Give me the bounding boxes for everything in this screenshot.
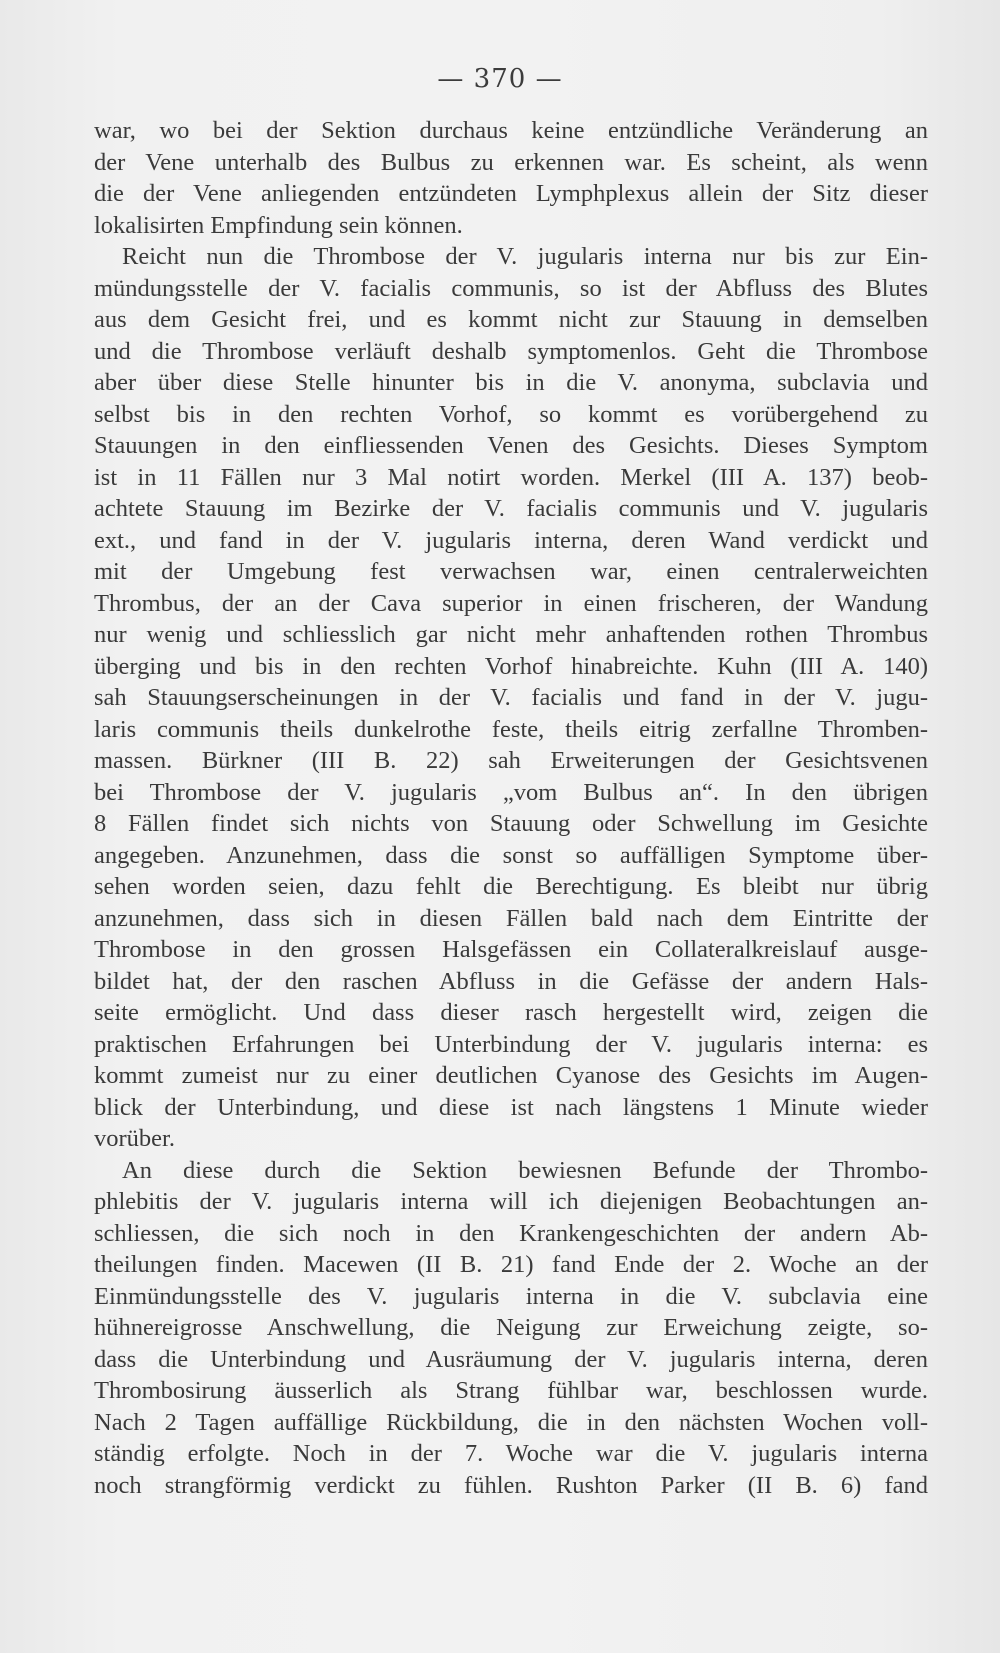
text-line: war, wo bei der Sektion durchaus keine entzündliche Veränderung an [94,117,928,144]
text-line: überging und bis in den rechten Vorhof hinabreichte. Kuhn (III A. 140) [94,652,928,680]
page-number: — 370 — [437,64,563,94]
body-text [94,115,928,1501]
text-line: Einmündungsstelle des V. jugularis interna in die V. subclavia eine [94,1282,928,1310]
text-line: Nach 2 Tagen auffällige Rückbildung, die in den nächsten Wochen voll- [94,1408,928,1436]
text-line: ist in 11 Fällen nur 3 Mal notirt worden. Merkel (III A. 137) beob- [94,463,928,491]
text-line: ständig erfolgte. Noch in der 7. Woche war die V. jugularis interna [94,1440,928,1467]
text-line: Thrombus, der an der Cava superior in einen frischeren, der Wandung [94,589,928,617]
text-line: anzunehmen, dass sich in diesen Fällen bald nach dem Eintritte der [94,904,928,932]
text-line: laris communis theils dunkelrothe feste, theils eitrig zerfallne Thromben- [94,715,928,743]
text-line: ext., und fand in der V. jugularis interna, deren Wand verdickt und [94,526,928,554]
text-line: phlebitis der V. jugularis interna will ich diejenigen Beobachtungen an- [94,1188,928,1215]
text-line: mündungsstelle der V. facialis communis, so ist der Abfluss des Blutes [94,274,928,302]
text-line: aus dem Gesicht frei, und es kommt nicht zur Stauung in demselben [94,306,928,333]
text-line: hühnereigrosse Anschwellung, die Neigung zur Erweichung zeigte, so- [94,1314,928,1341]
text-line: aber über diese Stelle hinunter bis in die V. anonyma, subclavia und [94,369,928,396]
text-line: schliessen, die sich noch in den Krankengeschichten der andern Ab- [94,1219,928,1247]
text-line: Stauungen in den einfliessenden Venen des Gesichts. Dieses Symptom [94,432,928,459]
text-line: Thrombose in den grossen Halsgefässen ein Collateralkreislauf ausge- [94,936,928,963]
text-line: An diese durch die Sektion bewiesnen Befunde der Thrombo- [122,1156,928,1184]
text-line: praktischen Erfahrungen bei Unterbindung der V. jugularis interna: es [94,1030,928,1058]
text-line: angegeben. Anzunehmen, dass die sonst so auffälligen Symptome über- [94,841,928,869]
text-line: der Vene unterhalb des Bulbus zu erkennen war. Es scheint, als wenn [94,148,928,176]
text-line: noch strangförmig verdickt zu fühlen. Rushton Parker (II B. 6) fand [94,1471,928,1499]
text-line: nur wenig und schliesslich gar nicht mehr anhaftenden rothen Thrombus [94,621,928,648]
text-line: massen. Bürkner (III B. 22) sah Erweiterungen der Gesichtsvenen [94,747,928,774]
text-line: selbst bis in den rechten Vorhof, so kommt es vorübergehend zu [94,400,928,428]
text-line: Reicht nun die Thrombose der V. jugularis interna nur bis zur Ein- [122,243,928,270]
text-line: die der Vene anliegenden entzündeten Lymphplexus allein der Sitz dieser [94,180,928,207]
text-line: kommt zumeist nur zu einer deutlichen Cyanose des Gesichts im Augen- [94,1062,928,1089]
text-line: 8 Fällen findet sich nichts von Stauung oder Schwellung im Gesichte [94,810,928,837]
text-line: blick der Unterbindung, und diese ist nach längstens 1 Minute wieder [94,1093,928,1121]
text-line: theilungen finden. Macewen (II B. 21) fand Ende der 2. Woche an der [94,1251,928,1278]
text-line: lokalisirten Empfindung sein können. [94,211,463,239]
text-line: sehen worden seien, dazu fehlt die Berechtigung. Es bleibt nur übrig [94,873,928,900]
text-line: und die Thrombose verläuft deshalb symptomenlos. Geht die Thrombose [94,337,928,365]
text-line: dass die Unterbindung und Ausräumung der V. jugularis interna, deren [94,1345,928,1373]
text-line: bei Thrombose der V. jugularis „vom Bulbus an“. In den übrigen [94,778,928,806]
text-line: mit der Umgebung fest verwachsen war, einen centralerweichten [94,558,928,585]
text-line: bildet hat, der den raschen Abfluss in die Gefässe der andern Hals- [94,967,928,995]
text-line: vorüber. [94,1125,175,1152]
text-line: seite ermöglicht. Und dass dieser rasch hergestellt wird, zeigen die [94,999,928,1026]
text-line: achtete Stauung im Bezirke der V. facialis communis und V. jugularis [94,495,928,522]
text-line: Thrombosirung äusserlich als Strang fühlbar war, beschlossen wurde. [94,1377,928,1404]
text-line: sah Stauungserscheinungen in der V. facialis und fand in der V. jugu- [94,684,928,711]
